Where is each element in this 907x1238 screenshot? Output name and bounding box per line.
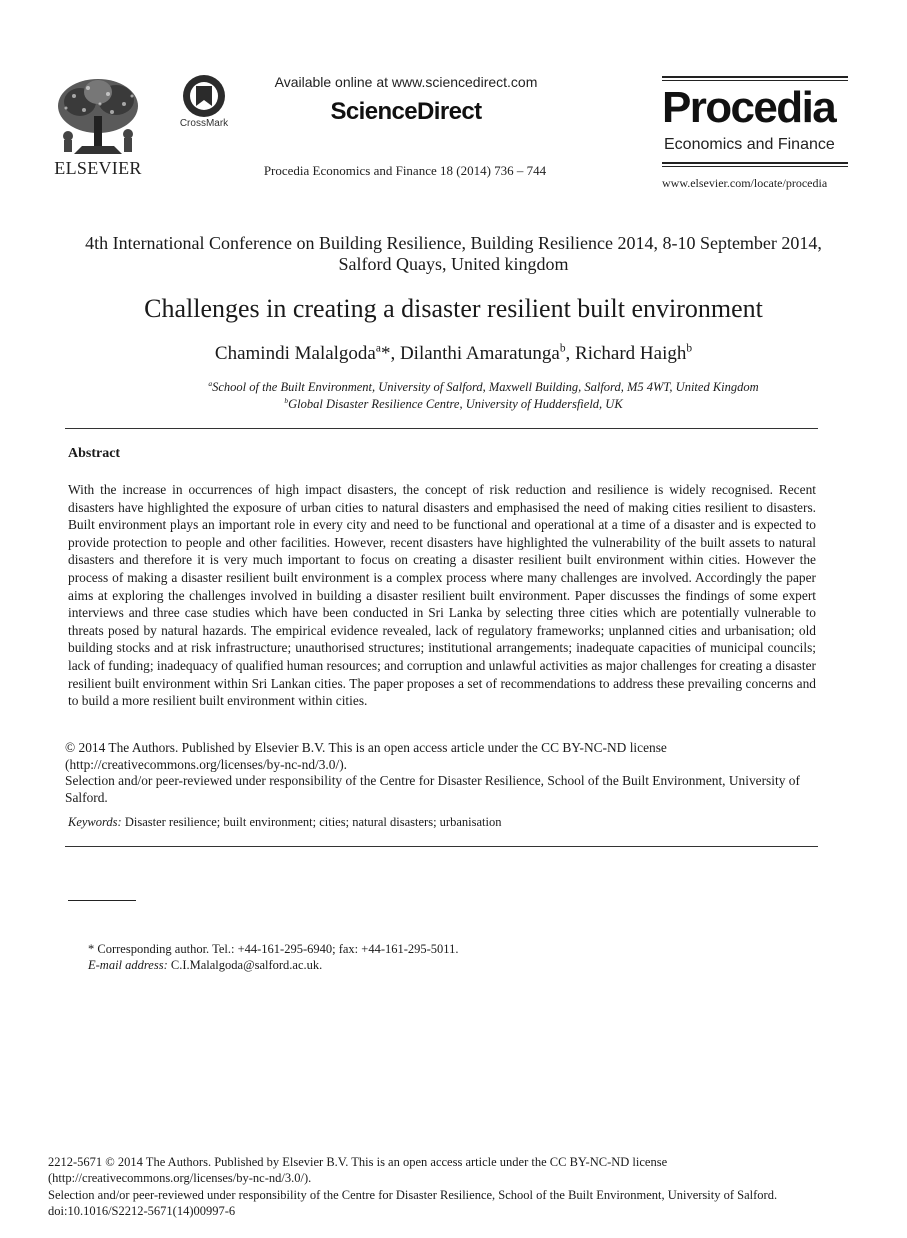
footer-line: 2212-5671 © 2014 The Authors. Published by Elsevier B.V. This is an open access article under the CC BY-NC-ND license [48, 1155, 668, 1169]
abstract-text: With the increase in occurrences of high impact disasters, the concept of risk reduction and resilience is widely recognised. Recent disasters have highlighted the exposure of urban cities to natural disasters and emphasised the need of making cities resilient to disasters. Built environment plays an important role in every city and need to be functional and operational at a time of a disaster and is expected to provide protection to people and other facilities. However, recent disasters have highlighted the vulnerability of the built assets to natural disasters and therefore it is very much important to focus on creating a disaster resilient built environment within cities. However the process of making a disaster resilient built environment is a complex process where many challenges are involved. Accordingly the paper aims at exploring the challenges involved in building a disaster resilient built environment. Paper discusses the findings of some expert interviews and three case studies which have been conducted in Sri Lanka by selecting three cities which are potentially vulnerable to threats posed by natural hazards. The empirical evidence revealed, lack of regulatory frameworks; unplanned cities and urbanisation; old building stocks and at risk infrastructure; unauthorised structures; institutional arrangements; inadequate capacities of municipal councils; lack of funding; inadequacy of qualified human resources; and corruption and unlawful activities as major challenges for creating a disaster resilient built environment within Sri Lankan cities. The paper proposes a set of recommendations to address these prevailing concerns and to build a more resilient built environment within cities. [68, 482, 816, 709]
author-affiliation-mark: b [686, 342, 693, 355]
author-affiliation-mark: a [375, 342, 381, 355]
crossmark-label: CrossMark [179, 118, 229, 129]
footer-line: Selection and/or peer-reviewed under responsibility of the Centre for Disaster Resilience, School of the Built Environment, University of Salford. [48, 1187, 778, 1202]
paper-title: Challenges in creating a disaster resilient built environment [144, 294, 763, 323]
email-line [88, 958, 322, 973]
footnote-rule [68, 900, 136, 901]
abstract-heading: Abstract [68, 446, 121, 461]
divider [65, 846, 818, 847]
corresponding-author: * Corresponding author. Tel.: +44-161-295-6940; fax: +44-161-295-5011. [88, 942, 459, 956]
license-statement: © 2014 The Authors. Published by Elsevier B.V. This is an open access article under the CC BY-NC-ND license (http://creativecommons.org/licenses/by-nc-nd/3.0/). [65, 740, 667, 772]
author-list [40, 343, 867, 365]
author-separator: *, [380, 343, 400, 364]
procedia-url[interactable]: www.elsevier.com/locate/procedia [662, 176, 828, 190]
page-footer [48, 1154, 848, 1219]
procedia-rule-top-thin [662, 80, 848, 81]
affiliation [40, 380, 867, 395]
author-name: Dilanthi Amaratunga [399, 343, 560, 364]
footer-doi: doi:10.1016/S2212-5671(14)00997-6 [48, 1203, 236, 1218]
procedia-wordmark: Procedia [662, 83, 836, 132]
author-affiliation-mark: b [559, 342, 566, 355]
author-separator: , [565, 343, 576, 364]
sciencedirect-wordmark: ScienceDirect [330, 98, 482, 125]
email-label: E-mail address: [88, 958, 168, 972]
elsevier-tree-icon [54, 76, 142, 156]
peer-review-statement: Selection and/or peer-reviewed under responsibility of the Centre for Disaster Resilience, School of the Built Environment, University of Salford. [65, 773, 800, 805]
affiliation [40, 397, 867, 412]
affiliation-mark: a [208, 378, 213, 388]
affiliation-mark: b [284, 395, 289, 405]
keywords [68, 815, 501, 830]
author-name: Richard Haigh [575, 343, 687, 364]
available-online: Available online at www.sciencedirect.com [274, 74, 538, 90]
keywords-list: Disaster resilience; built environment; cities; natural disasters; urbanisation [124, 815, 502, 829]
elsevier-wordmark: ELSEVIER [54, 158, 142, 178]
divider [65, 428, 818, 429]
affiliation-text: Global Disaster Resilience Centre, University of Huddersfield, UK [288, 397, 623, 411]
procedia-rule-mid-thin [662, 166, 848, 167]
email-address[interactable]: C.I.Malalgoda@salford.ac.uk. [170, 958, 323, 972]
procedia-subtitle: Economics and Finance [664, 136, 835, 153]
procedia-rule-mid [662, 162, 848, 164]
procedia-rule-top [662, 76, 848, 78]
author-name: Chamindi Malalgoda [214, 343, 376, 364]
affiliation-text: School of the Built Environment, University of Salford, Maxwell Building, Salford, M5 4WT, United Kingdom [212, 380, 759, 394]
footer-license-link[interactable]: (http://creativecommons.org/licenses/by-nc-nd/3.0/). [48, 1171, 312, 1186]
conference-name: 4th International Conference on Building Resilience, Building Resilience 2014, 8-10 September 2014, Salford Quays, United kingdom [85, 233, 822, 274]
keywords-label: Keywords: [68, 815, 122, 829]
journal-reference: Procedia Economics and Finance 18 (2014) 736 – 744 [263, 163, 547, 178]
